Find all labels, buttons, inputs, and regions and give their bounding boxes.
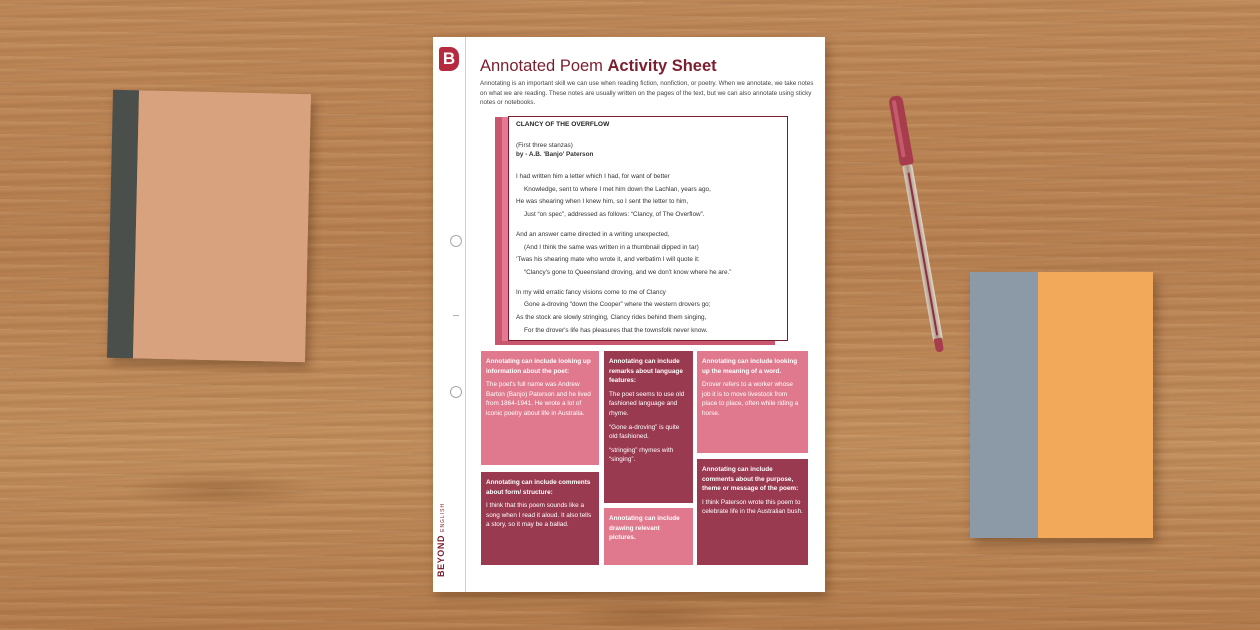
poem-line: Gone a-droving “down the Cooper” where the western drovers go; [524,301,711,309]
annotation-heading: Annotating can include comments about form/ structure: [486,479,591,496]
title-light: Annotated Poem [480,57,603,75]
brand-main: BEYOND [436,534,446,577]
poem-card [508,116,788,341]
pen-clip [892,100,906,158]
poem-line: “Clancy's gone to Queensland droving, and we don't know where he are.” [524,268,732,276]
annotation-body: “stringing” rhymes with “singing”. [609,446,674,464]
poem-title: CLANCY OF THE OVERFLOW [516,121,610,128]
annotation-heading: Annotating can include drawing relevant pictures. [609,515,680,542]
title-bold: Activity Sheet [607,57,717,75]
annotation-heading: Annotating can include comments about the purpose, theme or message of the poem: [702,466,799,493]
poem-stanza [516,229,787,280]
poem-line: Knowledge, sent to where I met him down the Lachlan, years ago, [524,185,711,193]
annotation-heading: Annotating can include remarks about language features: [609,358,683,385]
poem-subtitle: (First three stanzas) [516,142,573,149]
annotation-heading: Annotating can include looking up information about the poet: [486,358,591,375]
activity-sheet [433,37,825,592]
poem-line: And an answer came directed in a writing unexpected, [516,230,670,238]
poem-stanza [516,171,787,222]
poem-stanza [516,287,787,338]
poem-line: Just “on spec”, addressed as follows: “Clancy, of The Overflow”. [524,211,705,219]
annotation-purpose [697,459,808,565]
annotation-body: “Gone a-droving” is quite old fashioned. [609,423,680,441]
wood-grain [560,600,740,630]
ballpoint-pen [888,95,947,355]
margin-line [465,37,466,592]
annotation-body: I think that this poem sounds like a song when I read it aloud. It also tells a story, so it may be a ballad. [486,502,592,529]
notebook-right-spine [970,272,1038,538]
fold-mark [453,315,459,316]
page-title [480,57,717,76]
poem-line: He was shearing when I knew him, so I sent the letter to him, [516,198,689,206]
annotation-meaning [697,351,808,453]
annotation-heading: Annotating can include looking up the meaning of a word. [702,358,798,375]
notebook-right [970,272,1153,538]
pen-tip [934,338,944,353]
intro-paragraph: Annotating is an important skill we can use when reading fiction, nonfiction, or poetry. When we annotate, we take notes on what we are reading. These notes are usually written on the pages of the text, but we can also annotate using sticky notes or notebooks. [480,80,814,107]
poem-line: For the drover's life has pleasures that the townsfolk never know. [524,326,708,334]
annotation-pictures [604,508,693,565]
annotation-form [481,472,599,565]
annotation-body: The poet's full name was Andrew Barton (Banjo) Paterson and he lived from 1864-1941. He wrote a lot of iconic poetry about life in Australia. [486,381,591,417]
annotation-body: I think Paterson wrote this poem to celebrate life in the Australian bush. [702,498,803,516]
notebook-left [107,90,311,362]
annotation-poet [481,351,599,465]
pen-cap [888,95,914,166]
notebook-right-cover [1038,272,1153,538]
beyond-logo-icon: B [439,47,459,71]
annotation-language [604,351,693,503]
poem-author: by - A.B. 'Banjo' Paterson [516,151,594,158]
brand-sub: ENGLISH [440,502,446,532]
annotation-body: Drover refers to a worker whose job it is to move livestock from place to place, often while riding a horse. [702,381,799,417]
annotation-body: The poet seems to use old fashioned language and rhyme. [609,390,685,417]
punch-hole [450,235,462,247]
punch-hole [450,386,462,398]
pen-ink [908,173,939,336]
poem-line: In my wild erratic fancy visions come to me of Clancy [516,288,666,296]
poem-line: ‘Twas his shearing mate who wrote it, and verbatim I will quote it: [516,256,700,264]
notebook-left-cover [133,90,311,362]
poem-line: (And I think the same was written in a thumbnail dipped in tar) [524,243,699,251]
poem-line: I had written him a letter which I had, for want of better [516,173,670,180]
brand-vertical [436,503,446,577]
wood-grain [120,470,320,510]
poem-line: As the stock are slowly stringing, Clancy rides behind them singing, [516,314,707,322]
